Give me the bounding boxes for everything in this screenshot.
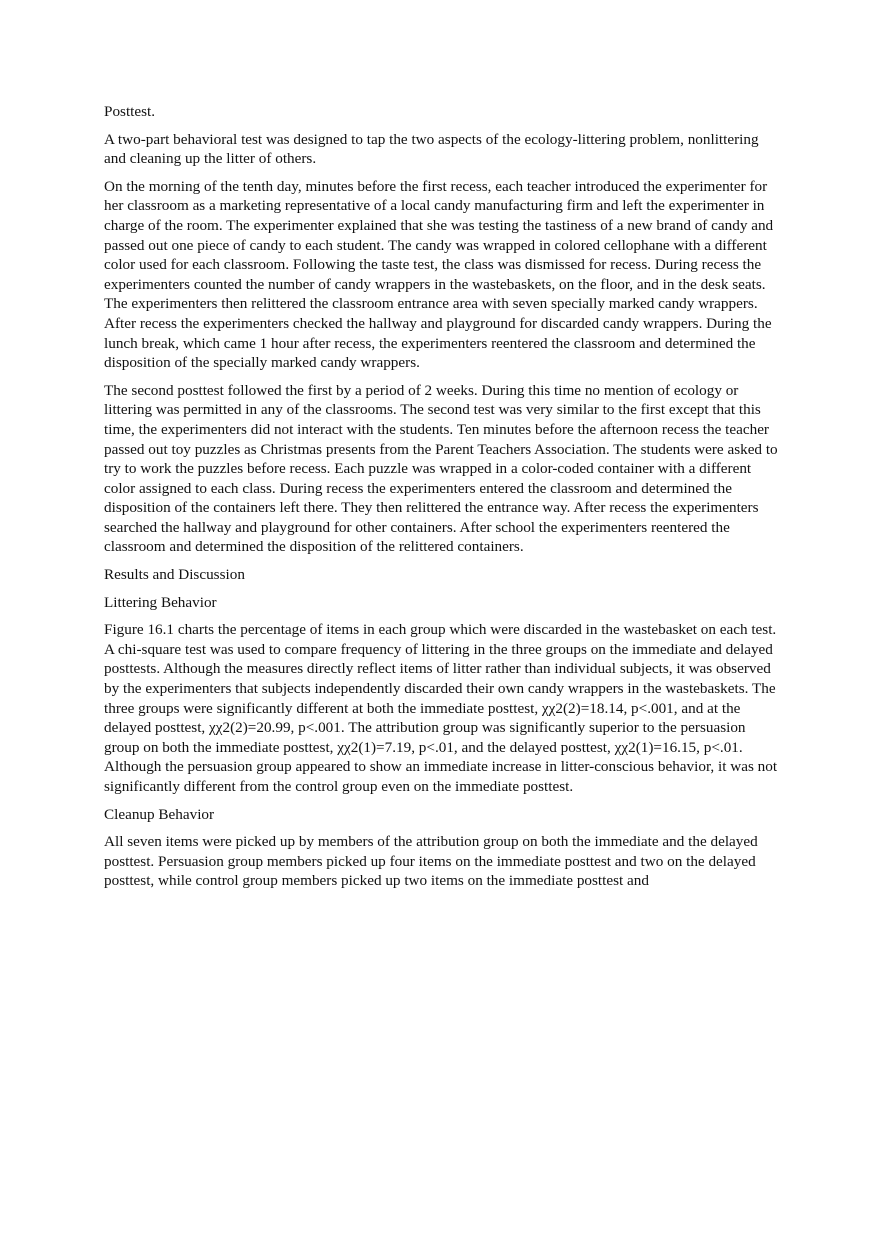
results-heading: Results and Discussion <box>104 566 245 584</box>
posttest-paragraph-2: On the morning of the tenth day, minutes before the first recess, each teacher introduced the experimenter for her classroom as a marketing representative of a local candy manufacturing firm and left the experimenter in charge of the room. The experimenter explained that she was testing the tastiness of a new brand of candy and passed out one piece of candy to each student. The candy was wrapped in colored cellophane with a different color used for each classroom. Following the taste test, the class was dismissed for recess. During recess the experimenters counted the number of candy wrappers in the wastebaskets, on the floor, and in the desk seats. The experimenters then relittered the classroom entrance area with seven specially marked candy wrappers. After recess the experimenters checked the hallway and playground for discarded candy wrappers. During the lunch break, which came 1 hour after recess, the experimenters reentered the classroom and determined the disposition of the specially marked candy wrappers. <box>104 177 774 372</box>
cleanup-paragraph: All seven items were picked up by members of the attribution group on both the immediate and the delayed posttest. Persuasion group members picked up four items on the immediate posttest and two on the delayed posttest, while control group members picked up two items on the immediate posttest and <box>104 833 758 890</box>
littering-heading: Littering Behavior <box>104 593 217 611</box>
littering-paragraph: Figure 16.1 charts the percentage of items in each group which were discarded in the wastebasket on each test. A chi-square test was used to compare frequency of littering in the three groups on the immediate and delayed posttests. Although the measures directly reflect items of litter rather than individual subjects, it was observed by the experimenters that subjects independently discarded their own candy wrappers in the wastebaskets. The three groups were significantly different at both the immediate posttest, χχ2(2)=18.14, p<.001, and at the delayed posttest, χχ2(2)=20.99, p<.001. The attribution group was significantly superior to the persuasion group on both the immediate posttest, χχ2(1)=7.19, p<.01, and the delayed posttest, χχ2(1)=16.15, p<.01. Although the persuasion group appeared to show an immediate increase in litter-conscious behavior, it was not significantly different from the control group even on the immediate posttest. <box>104 621 778 795</box>
document-page <box>104 102 780 899</box>
posttest-paragraph-3: The second posttest followed the first by a period of 2 weeks. During this time no mention of ecology or littering was permitted in any of the classrooms. The second test was very similar to the first except that this time, the experimenters did not interact with the students. Ten minutes before the afternoon recess the teacher passed out toy puzzles as Christmas presents from the Parent Teachers Association. The students were asked to try to work the puzzles before recess. Each puzzle was wrapped in a color-coded container with a different color assigned to each class. During recess the experimenters entered the classroom and determined the disposition of the containers left there. They then relittered the entrance way. After recess the experimenters searched the hallway and playground for other containers. After school the experimenters reentered the classroom and determined the disposition of the relittered containers. <box>104 381 778 556</box>
posttest-heading: Posttest. <box>104 103 156 120</box>
cleanup-heading: Cleanup Behavior <box>104 805 215 823</box>
posttest-paragraph-1: A two-part behavioral test was designed to tap the two aspects of the ecology-littering problem, nonlittering and cleaning up the litter of others. <box>104 130 759 168</box>
